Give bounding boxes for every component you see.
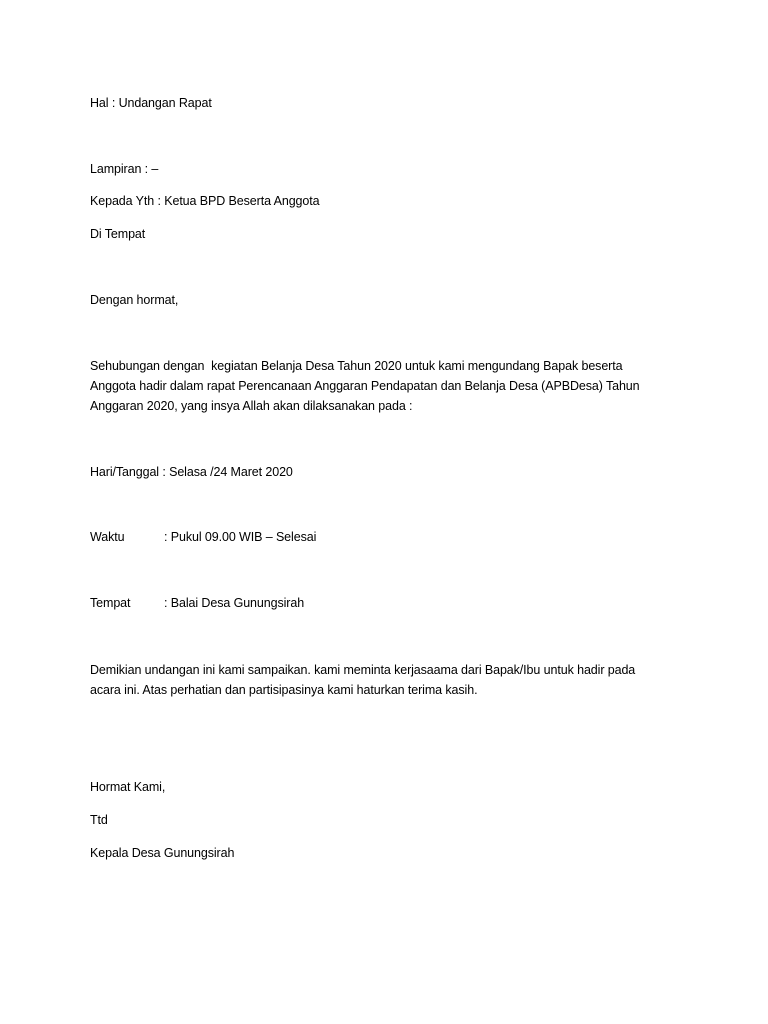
letter-recipient: Kepada Yth : Ketua BPD Beserta Anggota (90, 194, 320, 208)
schedule-time-value: : Pukul 09.00 WIB – Selesai (164, 530, 317, 544)
schedule-time (90, 529, 316, 545)
letter-attachment: Lampiran : – (90, 162, 159, 176)
letter-body-line: Anggota hadir dalam rapat Perencanaan Anggaran Pendapatan dan Belanja Desa (APBDesa) Tahun (90, 379, 640, 393)
schedule-time-label: Waktu (90, 530, 125, 544)
letter-place: Di Tempat (90, 227, 146, 241)
letter-signature: Ttd (90, 813, 108, 827)
letter-body-line: Anggaran 2020, yang insya Allah akan dilaksanakan pada : (90, 399, 413, 413)
letter-closing (90, 660, 670, 700)
letter-body (90, 356, 670, 416)
schedule-date: Hari/Tanggal : Selasa /24 Maret 2020 (90, 465, 293, 479)
schedule-venue-label: Tempat (90, 596, 131, 610)
letter-closing-line: Demikian undangan ini kami sampaikan. kami meminta kerjasaama dari Bapak/Ibu untuk hadir pada (90, 663, 636, 677)
letter-closing-line: acara ini. Atas perhatian dan partisipasinya kami haturkan terima kasih. (90, 683, 478, 697)
schedule-venue-value: : Balai Desa Gunungsirah (164, 596, 305, 610)
letter-signer-title: Kepala Desa Gunungsirah (90, 846, 235, 860)
letter-body-line: Sehubungan dengan kegiatan Belanja Desa Tahun 2020 untuk kami mengundang Bapak beserta (90, 359, 623, 373)
letter-sign-off: Hormat Kami, (90, 780, 166, 794)
letter-greeting: Dengan hormat, (90, 293, 179, 307)
letter-subject: Hal : Undangan Rapat (90, 96, 212, 110)
schedule-venue (90, 595, 304, 611)
